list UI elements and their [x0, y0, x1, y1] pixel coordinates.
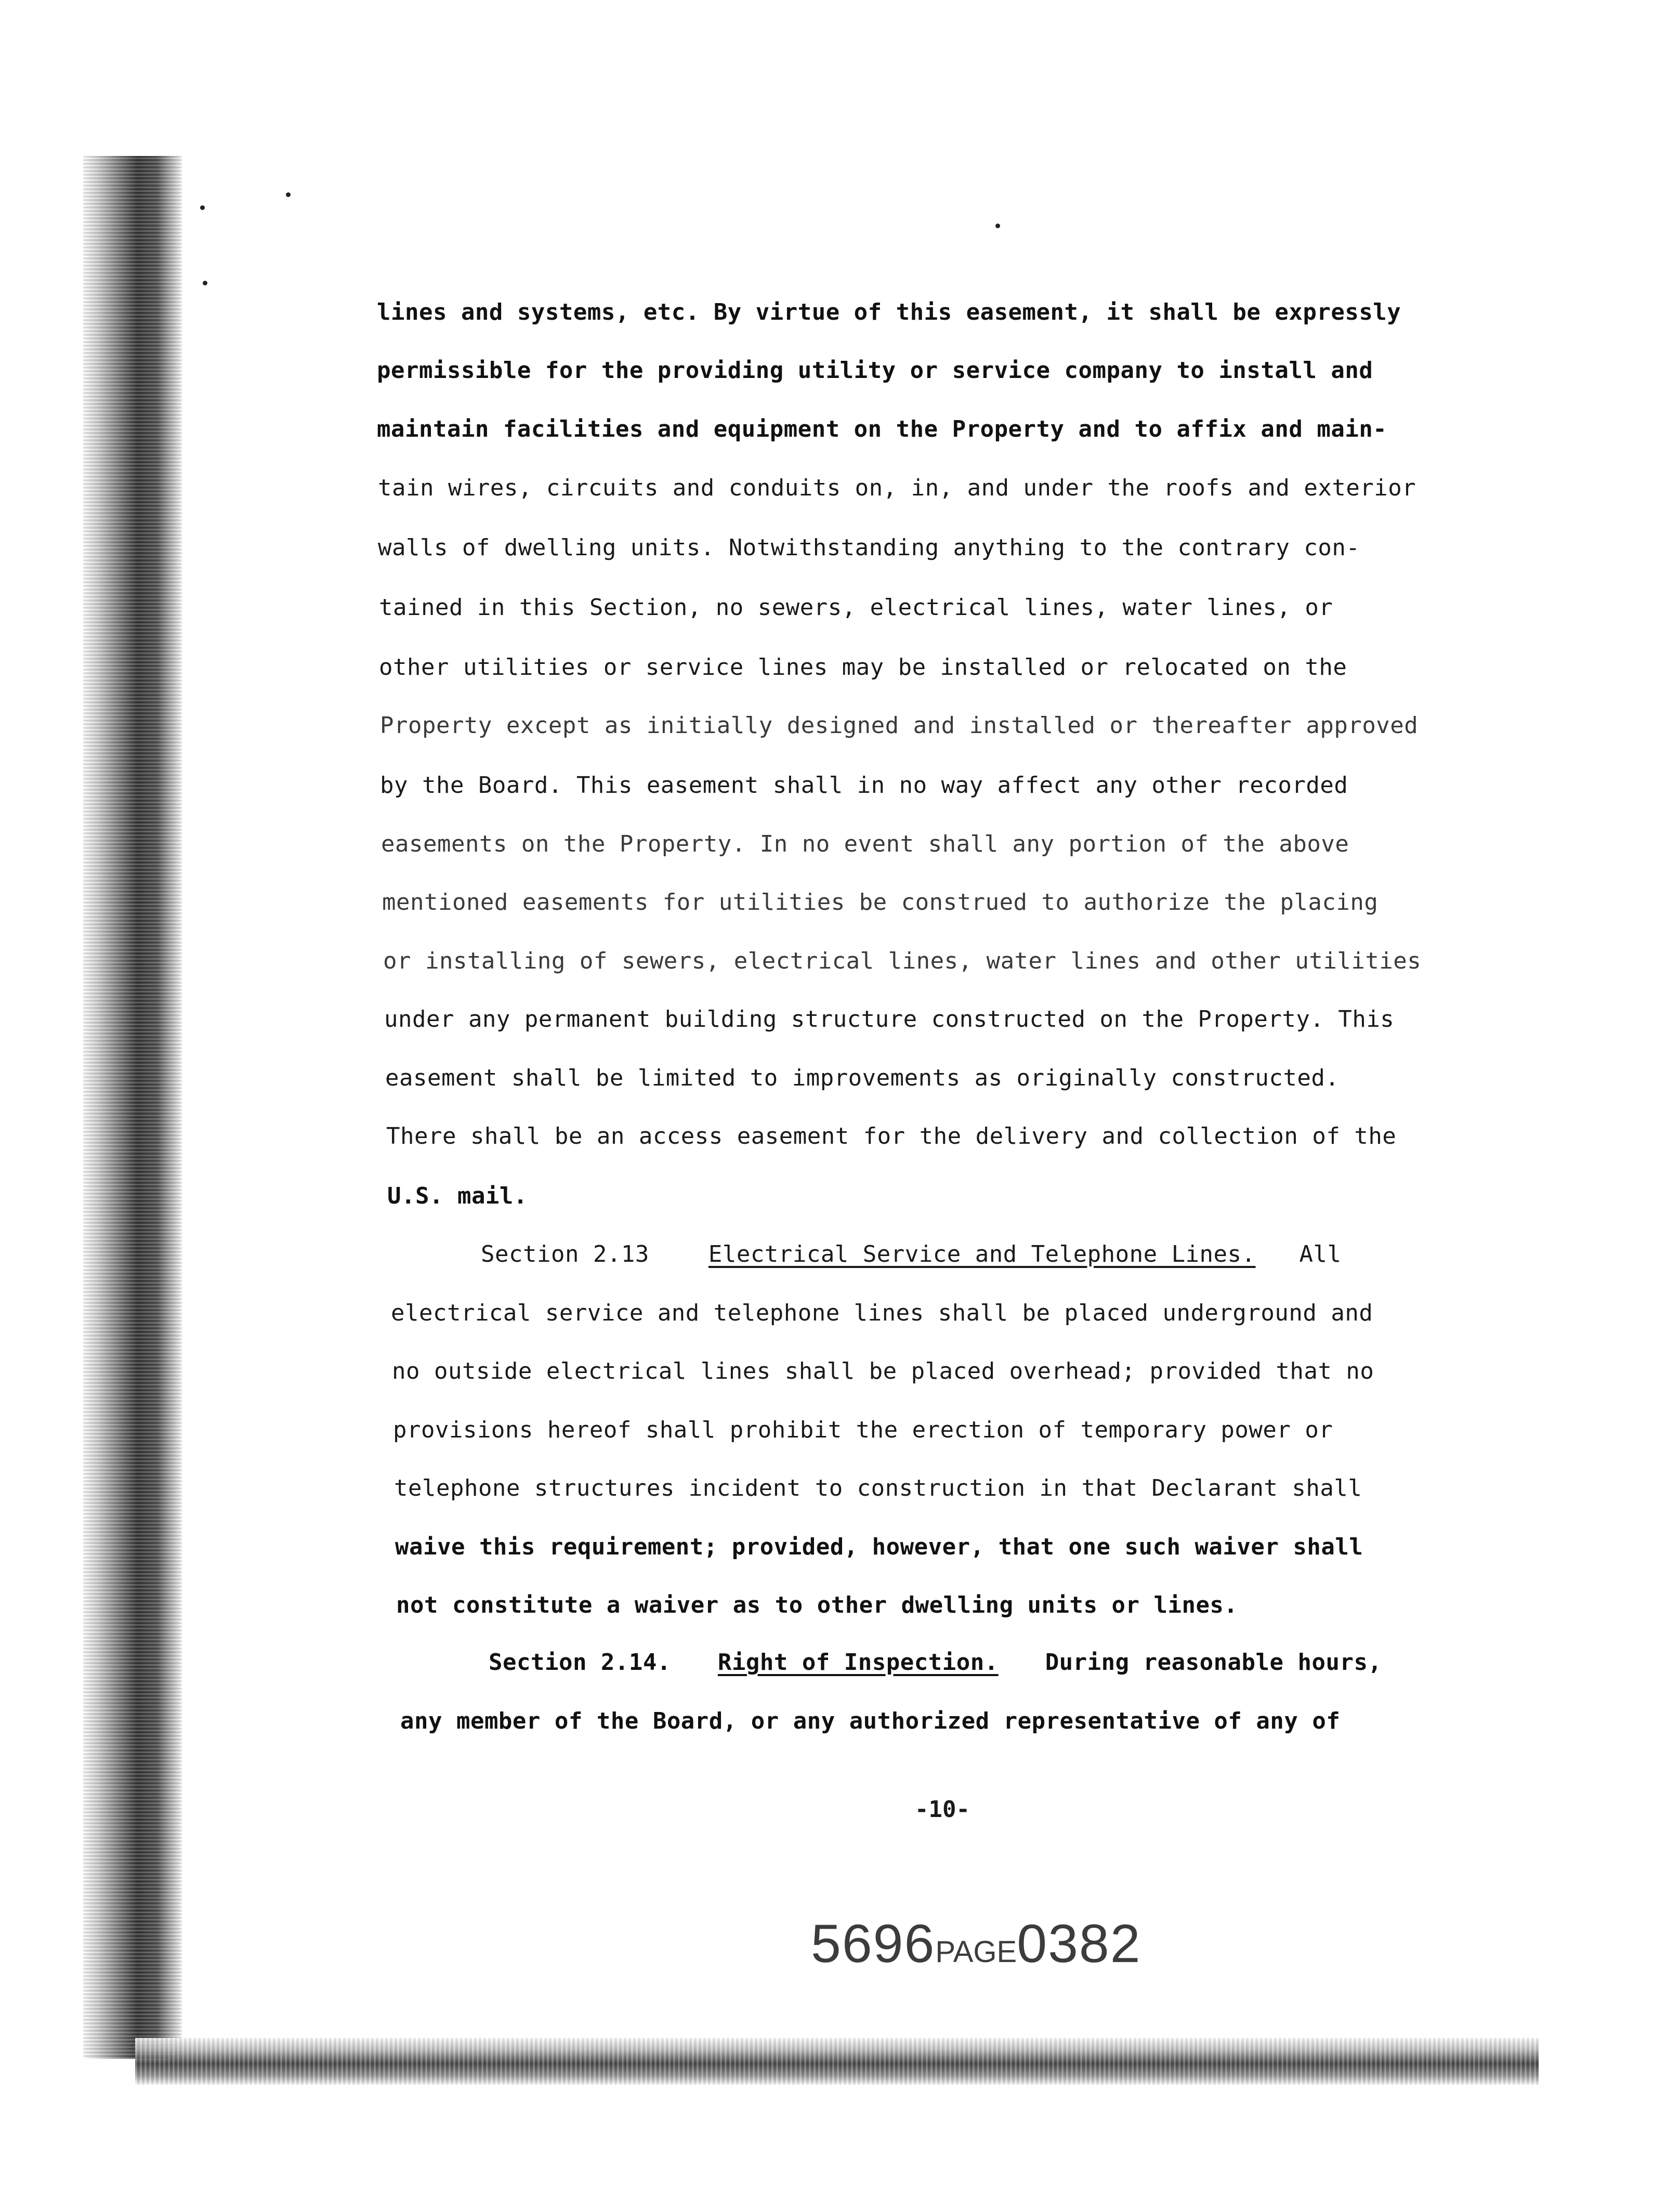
page-number-stamp: 0382 — [1017, 1914, 1141, 1974]
body-line: provisions hereof shall prohibit the erection of temporary power or — [393, 1417, 1333, 1443]
body-line: no outside electrical lines shall be placed overhead; provided that no — [392, 1358, 1374, 1384]
body-line: not constitute a waiver as to other dwelling units or lines. — [396, 1592, 1238, 1618]
body-line: by the Board. This easement shall in no way affect any other recorded — [380, 772, 1348, 799]
book-number: 5696 — [811, 1914, 936, 1974]
body-line: tained in this Section, no sewers, electrical lines, water lines, or — [379, 594, 1333, 621]
body-line: maintain facilities and equipment on the Property and to affix and main- — [377, 416, 1387, 442]
body-line: mentioned easements for utilities be construed to authorize the placing — [382, 889, 1379, 916]
section-2-14-heading-line — [489, 1649, 1382, 1676]
body-line: under any permanent building structure constructed on the Property. This — [384, 1006, 1395, 1032]
section-heading-tail: All — [1299, 1241, 1342, 1267]
body-line: or installing of sewers, electrical lines, water lines and other utilities — [383, 948, 1422, 974]
body-line: walls of dwelling units. Notwithstanding anything to the contrary con- — [378, 534, 1360, 561]
body-line: There shall be an access easement for the delivery and collection of the — [386, 1123, 1397, 1149]
section-number: Section 2.14. — [489, 1649, 671, 1676]
page-number: -10- — [915, 1796, 970, 1823]
body-line: other utilities or service lines may be installed or relocated on the — [379, 654, 1347, 681]
body-line: tain wires, circuits and conduits on, in, and under the roofs and exterior — [378, 475, 1416, 501]
section-heading-tail: During reasonable hours, — [1045, 1649, 1382, 1676]
section-number: Section 2.13 — [481, 1241, 649, 1267]
body-line: telephone structures incident to construction in that Declarant shall — [394, 1475, 1362, 1501]
body-line: Property except as initially designed and installed or thereafter approved — [380, 712, 1419, 739]
body-line: any member of the Board, or any authorized representative of any of — [400, 1708, 1341, 1734]
book-page-stamp — [811, 1913, 1141, 1975]
body-line: lines and systems, etc. By virtue of this easement, it shall be expressly — [377, 299, 1401, 325]
section-2-13-heading-line — [481, 1241, 1342, 1267]
body-line: easement shall be limited to improvements as originally constructed. — [385, 1065, 1340, 1091]
body-line: U.S. mail. — [387, 1183, 528, 1209]
body-line: electrical service and telephone lines shall be placed underground and — [391, 1300, 1373, 1326]
page-label: PAGE — [935, 1935, 1017, 1969]
section-heading: Right of Inspection. — [717, 1649, 999, 1676]
body-line: waive this requirement; provided, however, that one such waiver shall — [395, 1534, 1363, 1560]
section-heading: Electrical Service and Telephone Lines. — [708, 1241, 1256, 1267]
body-line: easements on the Property. In no event shall any portion of the above — [381, 831, 1349, 857]
body-line: permissible for the providing utility or service company to install and — [377, 357, 1373, 384]
